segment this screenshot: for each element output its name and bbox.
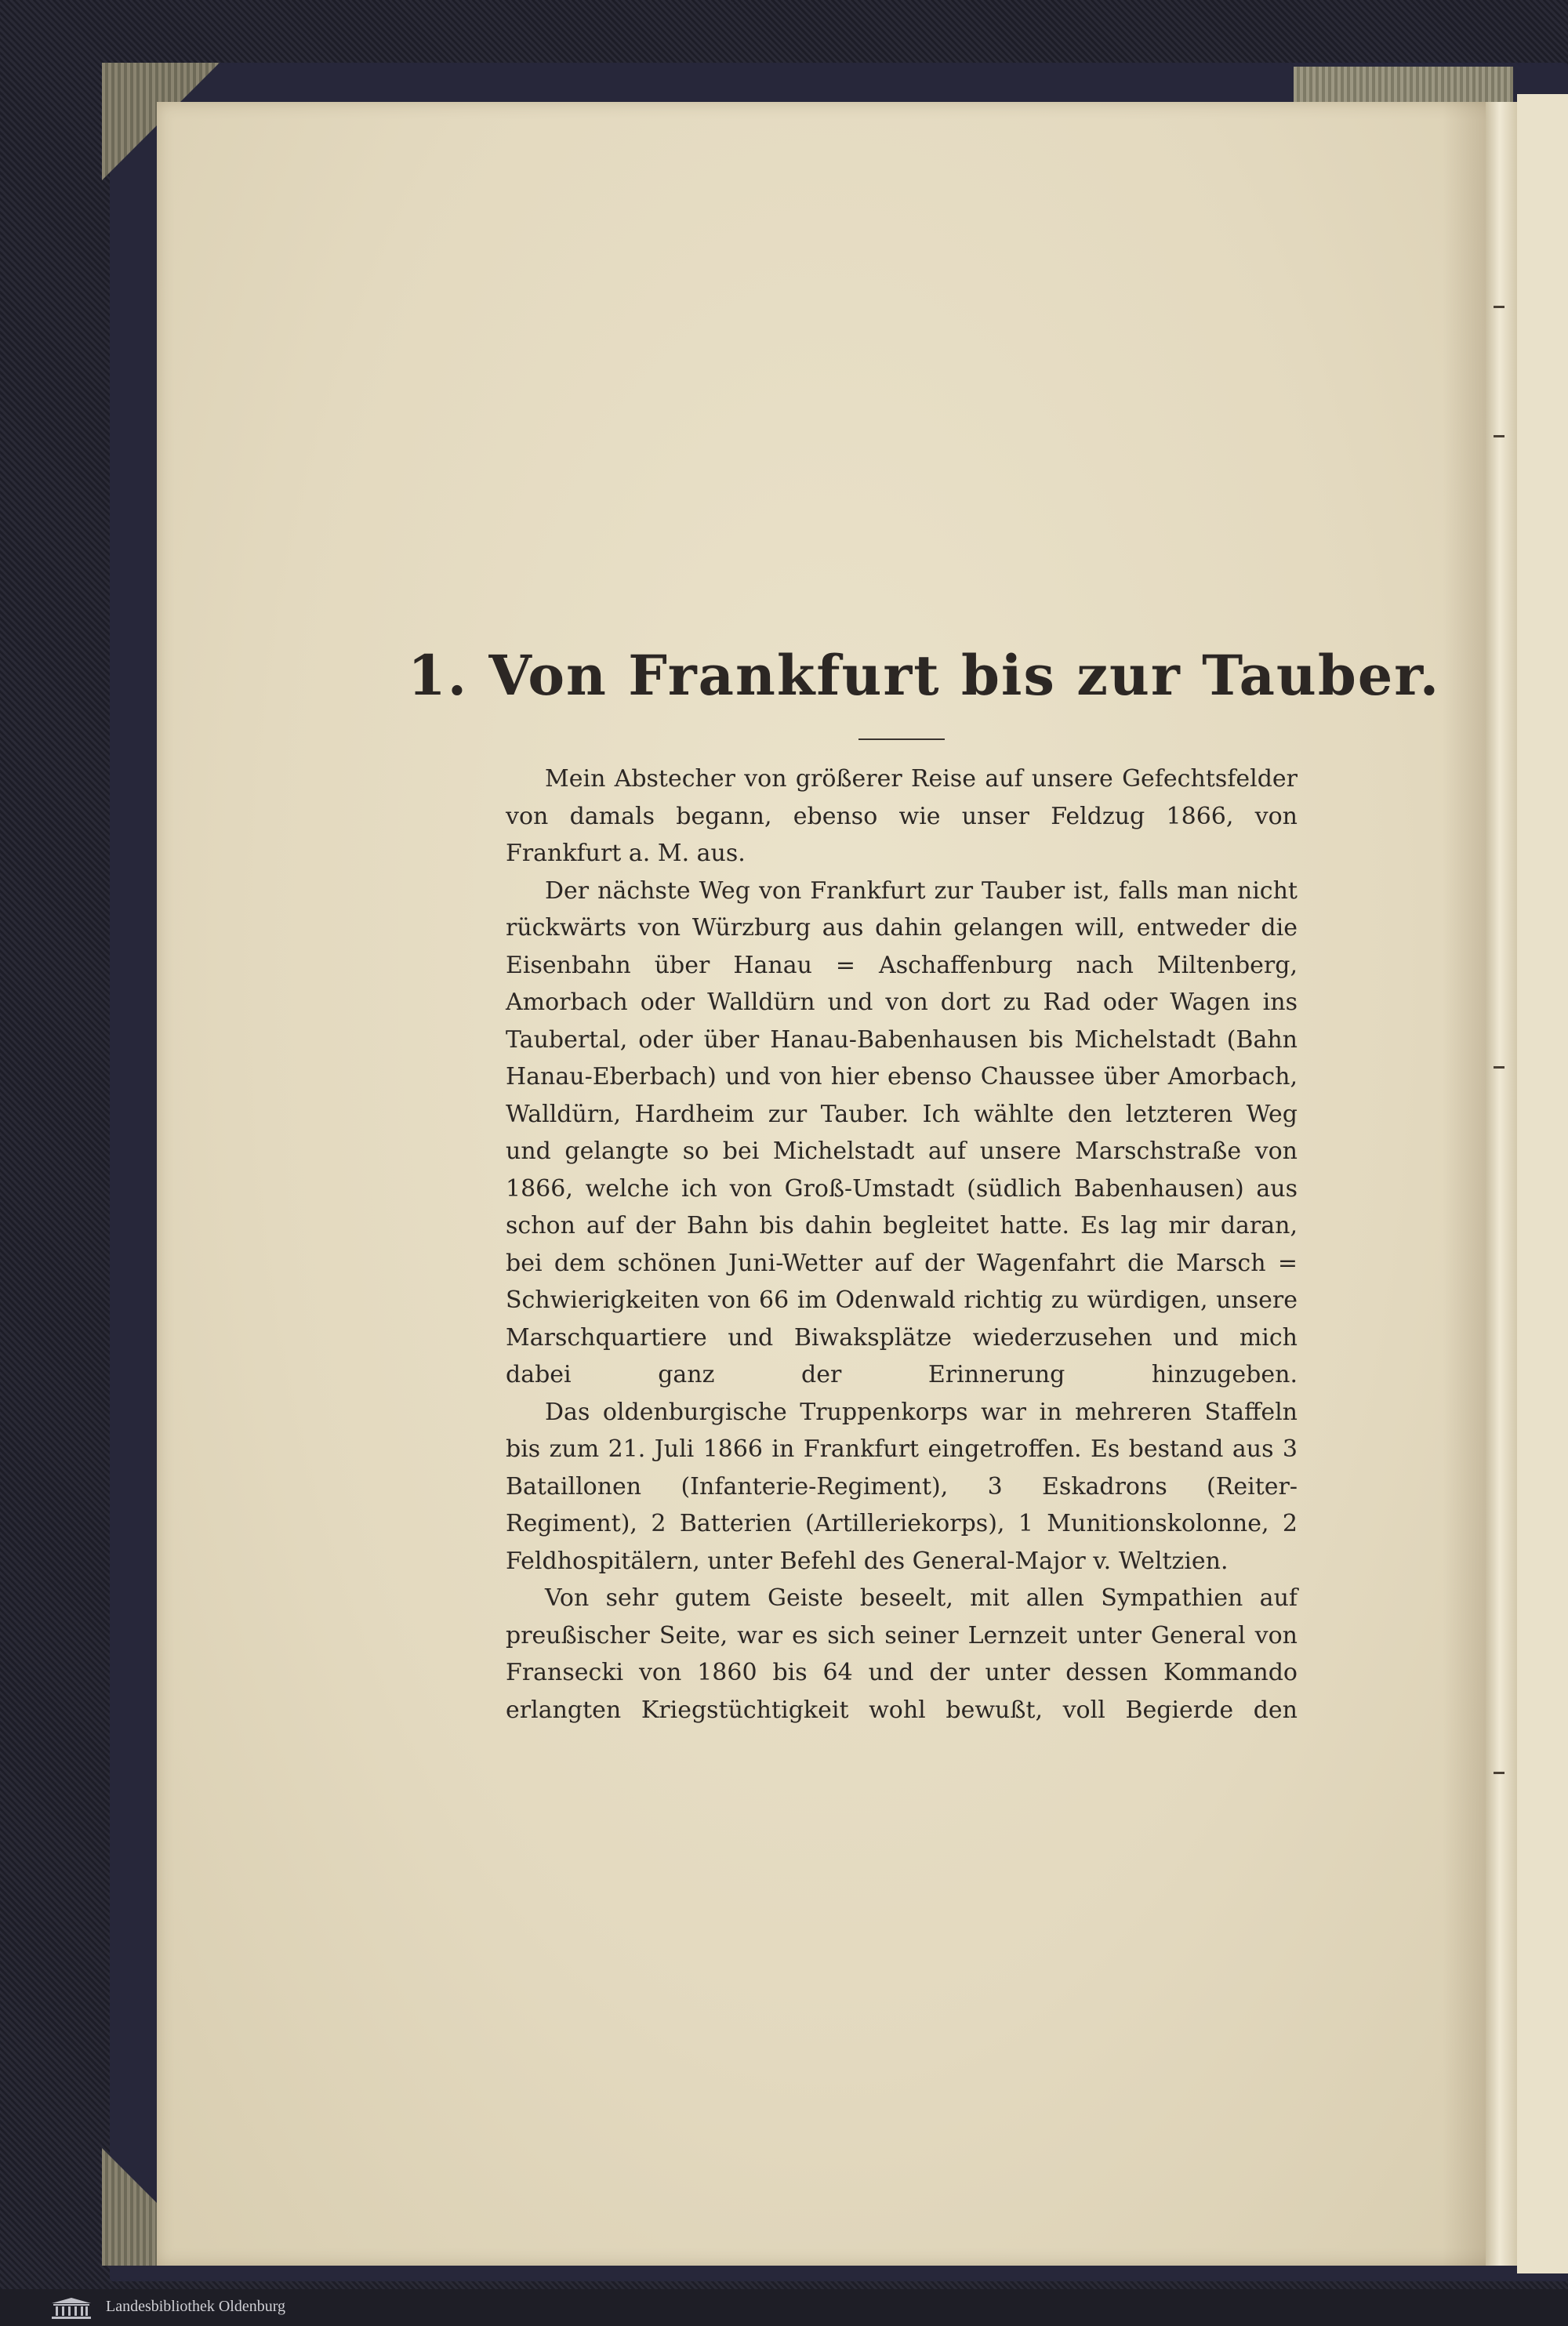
body-text [506,760,1298,1729]
paragraph: Von sehr gutem Geiste beseelt, mit allen Sympathien auf preußischer Seite, war es sich seiner Lernzeit unter General von Fransecki von 1860 bis 64 und der unter dessen Kommando erlangten Kriegstüchtigkeit wohl bewußt, voll Begierde den [506,1584,1298,1724]
book-gutter [1486,102,1517,2266]
gutter-shadow [1443,102,1490,2266]
binding-stitch [1494,435,1504,437]
heading-rule [858,738,945,740]
paragraph: Mein Abstecher von größerer Reise auf unsere Gefechtsfelder von damals begann, ebenso wie unser Feldzug 1866, von Frankfurt a. M. aus. [506,765,1298,867]
facing-page-edge [1517,94,1568,2273]
binding-stitch [1494,306,1504,308]
library-name: Landesbibliothek Oldenburg [106,2298,286,2315]
paragraph: Der nächste Weg von Frankfurt zur Tauber ist, falls man nicht rückwärts von Würzburg aus dahin gelangen will, entweder die Eisenbahn über Hanau = Aschaffenburg nach Miltenberg, Amorbach oder Walldürn und von dort zu Rad oder Wagen ins Taubertal, oder über Hanau-Babenhausen bis Michelstadt (Bahn Hanau-Eberbach) und von hier ebenso Chaussee über Amorbach, Walldürn, Hardheim zur Tauber. Ich wählte den letzteren Weg und gelangte so bei Michelstadt auf unsere Marschstraße von 1866, welche ich von Groß-Umstadt (südlich Babenhausen) aus schon auf der Bahn bis dahin begleitet hatte. Es lag mir daran, bei dem schönen Juni-Wetter auf der Wagenfahrt die Marsch = Schwierigkeiten von 66 im Odenwald richtig zu würdigen, unsere Marschquartiere und Biwaksplätze wiederzusehen und mich dabei ganz der Erinnerung hinzugeben. [506,876,1298,1388]
binding-stitch [1494,1772,1504,1774]
binding-strip [1294,67,1513,106]
library-building-icon [49,2296,94,2320]
chapter-heading: 1. Von Frankfurt bis zur Tauber. [408,643,1441,708]
binding-stitch [1494,1066,1504,1069]
paragraph: Das oldenburgische Truppenkorps war in mehreren Staffeln bis zum 21. Juli 1866 in Frankfurt eingetroffen. Es bestand aus 3 Bataillonen (Infanterie-Regiment), 3 Eskadrons (Reiter-Regiment), 2 Batterien (Artilleriekorps), 1 Munitionskolonne, 2 Feldhospitälern, unter Befehl des General-Major v. Weltzien. [506,1398,1298,1575]
